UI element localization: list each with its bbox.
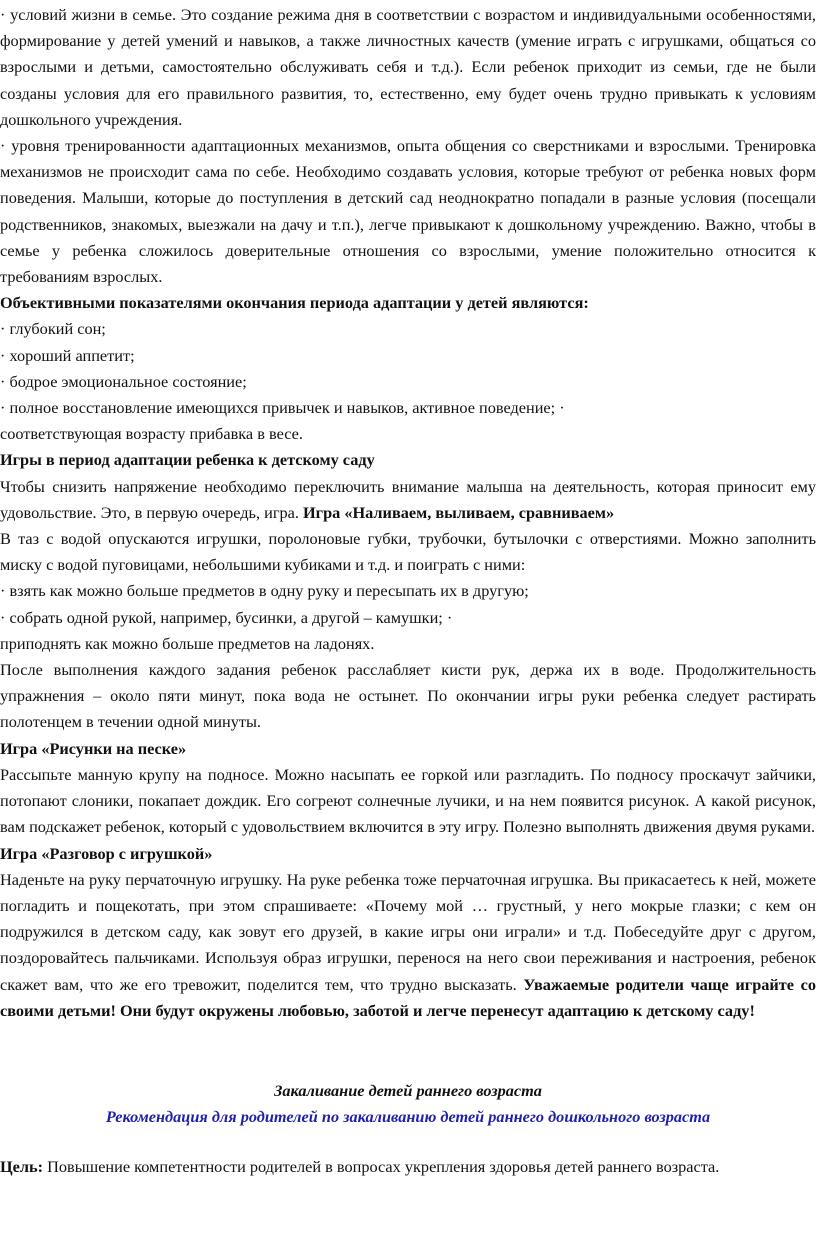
list-item: · взять как можно больше предметов в одну руку и пересыпать их в другую; xyxy=(0,581,529,601)
list-item: · хороший аппетит; xyxy=(0,345,135,365)
game3-title: Игра «Разговор с игрушкой» xyxy=(0,843,213,863)
paragraph-adaptation-mechanisms: · уровня тренированности адаптационных механизмов, опыта общения со сверстниками и взрослыми. Тренировка механизмов не происходит сама по себе. Необходимо создавать условия, которые требуют от ребенка новых форм поведения. Малыши, которые до поступления в детский сад неоднократно попадали в разные условия (посещали родственников, знакомых, выезжали на дачу и т.п.), легче привыкают к дошкольному учреждению. Важно, чтобы в семье у ребенка сложилось доверительные отношения со взрослыми, умение положительно относится к требованиям взрослых. xyxy=(0,136,816,287)
games-intro-paragraph xyxy=(0,474,816,526)
list-item: · глубокий сон; xyxy=(0,319,106,339)
game3-paragraph xyxy=(0,867,816,1024)
goal-label: Цель: xyxy=(0,1157,44,1177)
goal-text: Повышение компетентности родителей в вопросах укрепления здоровья детей раннего возраста. xyxy=(43,1157,720,1177)
list-item: · собрать одной рукой, например, бусинки, а другой – камушки; · xyxy=(0,607,453,627)
section-title: Закаливание детей раннего возраста xyxy=(274,1080,542,1100)
games-intro-text: Чтобы снизить напряжение необходимо переключить внимание малыша на деятельность, которая приносит ему удовольствие. Это, в первую очередь, игра. xyxy=(0,476,816,522)
closing-appeal: Уважаемые родители чаще играйте со своими детьми! Они будут окружены любовью, заботой и легче перенесут адаптацию к детскому саду! xyxy=(0,974,816,1020)
game1-after-text: После выполнения каждого задания ребенок расслабляет кисти рук, держа их в воде. Продолжительность упражнения – около пяти минут, пока вода не остынет. По окончании игры руки ребенка следует растирать полотенцем в течении одной минуты. xyxy=(0,660,816,732)
paragraph-living-conditions: · условий жизни в семье. Это создание режима дня в соответствии с возрастом и индивидуальными особенностями, формирование у детей умений и навыков, а также личностных качеств (умение играть с игрушками, общаться со взрослыми и детьми, самостоятельно обслуживать себя и т.д.). Если ребенок приходит из семьи, где не были созданы условия для его правильного развития, то, естественно, ему будет очень трудно привыкать к условиям дошкольного учреждения. xyxy=(0,5,816,129)
game1-text: В таз с водой опускаются игрушки, поролоновые губки, трубочки, бутылочки с отверстиями. Можно заполнить миску с водой пуговицами, небольшими кубиками и т.д. и поиграть с ними: xyxy=(0,529,816,575)
game2-title: Игра «Рисунки на песке» xyxy=(0,738,187,758)
goal-paragraph xyxy=(0,1154,816,1180)
games-heading: Игры в период адаптации ребенка к детскому саду xyxy=(0,450,375,470)
game1-title: Игра «Наливаем, выливаем, сравниваем» xyxy=(303,502,615,522)
spacer xyxy=(0,1024,816,1078)
game3-text: Наденьте на руку перчаточную игрушку. На руке ребенка тоже перчаточная игрушка. Вы прикасаетесь к ней, можете погладить и пощекотать, при этом спрашиваете: «Почему мой … грустный, у него мокрые глазки; с кем он подружился в детском саду, как зовут его друзей, в какие игры они играли» и т.д. Побеседуйте друг с другом, поздоровайтесь пальчиками. Используя образ игрушки, перенося на него свои переживания и настроения, ребенок скажет вам, что же его тревожит, поделится тем, что трудно высказать. xyxy=(0,869,816,994)
list-item: · бодрое эмоциональное состояние; xyxy=(0,371,247,391)
list-item: приподнять как можно больше предметов на ладонях. xyxy=(0,633,375,653)
game2-text: Рассыпьте манную крупу на подносе. Можно насыпать ее горкой или разгладить. По подносу проскачут зайчики, потопают слоники, покапает дождик. Его согреют солнечные лучики, и на нем появится рисунок. А какой рисунок, вам подскажет ребенок, который с удовольствием включится в эту игру. Полезно выполнять движения двумя руками. xyxy=(0,764,816,837)
spacer xyxy=(0,1130,816,1154)
list-item: соответствующая возрасту прибавка в весе. xyxy=(0,424,303,444)
list-item: · полное восстановление имеющихся привычек и навыков, активное поведение; · xyxy=(0,398,565,418)
indicators-heading: Объективными показателями окончания периода адаптации у детей являются: xyxy=(0,293,589,313)
section-subtitle: Рекомендация для родителей по закаливанию детей раннего дошкольного возраста xyxy=(105,1107,711,1127)
